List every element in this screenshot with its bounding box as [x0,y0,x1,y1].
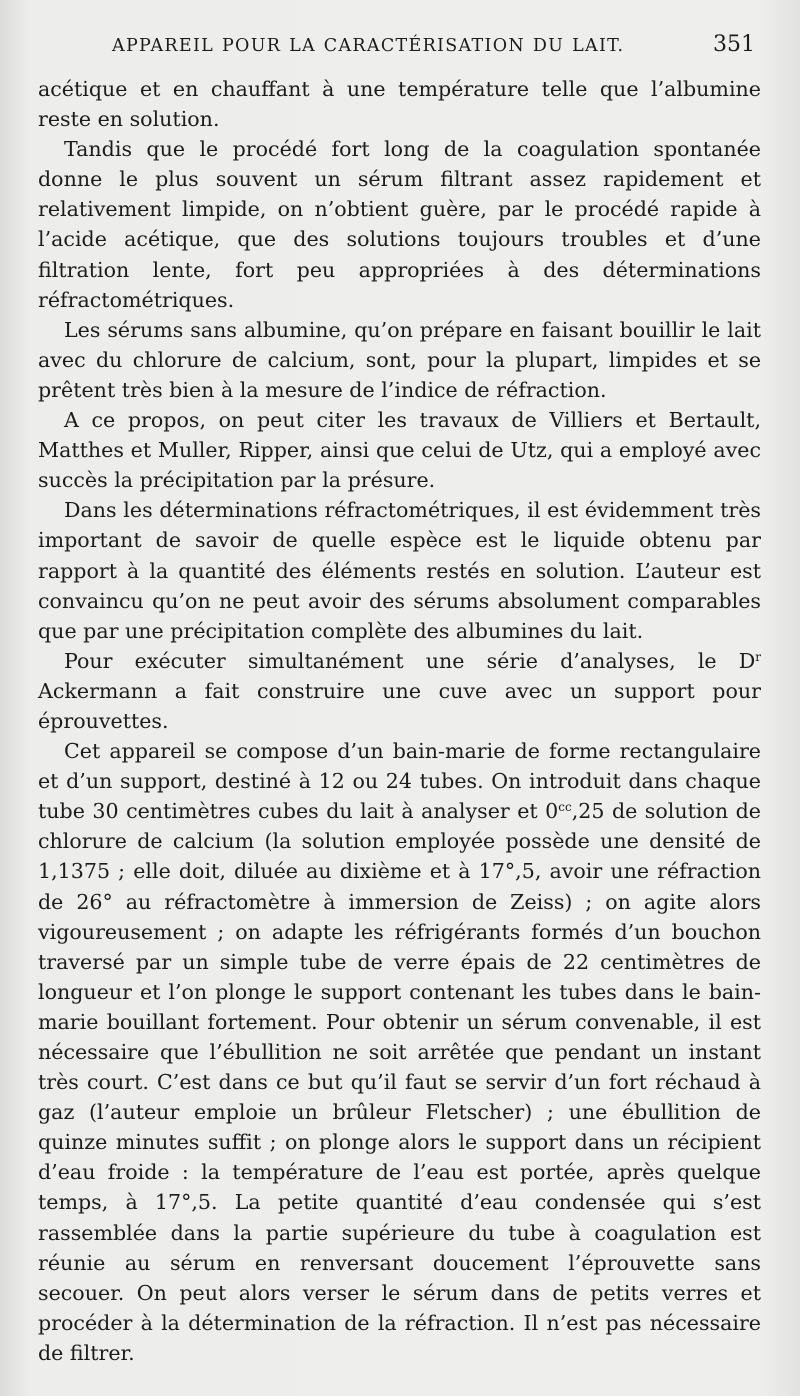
body-text [38,74,761,1368]
running-header [0,32,800,64]
paragraph-3: Les sérums sans albumine, qu’on prépare en faisant bouillir le lait avec du chlorure de calcium, sont, pour la plupart, limpides et se prêtent très bien à la mesure de l’indice de réfraction. [38,317,761,402]
paragraph-7-superscript: cc [558,800,572,815]
paragraph-2: Tandis que le procédé fort long de la coagulation spontanée donne le plus souvent un sérum filtrant assez rapidement et relativement limpide, on n’obtient guère, par le procédé rapide à l’acide acétique, que des solutions toujours troubles et d’une filtration lente, fort peu appropriées à des déterminations réfractométriques. [38,137,761,312]
paragraph-7-text-before: Cet appareil se compose d’un bain-marie de forme rectangulaire et d’un support, destiné à 12 ou 24 tubes. On introduit dans chaque tube 30 centimètres cubes du lait à analyser et 0 [38,739,761,824]
page-number: 351 [713,32,755,57]
paragraph-5: Dans les déterminations réfractométriques, il est évidemment très important de savoir de quelle espèce est le liquide obtenu par rapport à la quantité des éléments restés en solution. L’auteur est convaincu qu’on ne peut avoir des sérums absolument comparables que par une précipitation complète des albumines du lait. [38,498,761,643]
paragraph-6 [38,646,761,736]
paragraph-7-text-after: ,25 de solution de chlorure de calcium (la solution employée possède une densité de 1,1375 ; elle doit, diluée au dixième et à 17°,5, avoir une réfraction de 26° au réfractomètre à immersion de Zeiss) ; on agite alors vigoureusement ; on adapte les réfrigérants formés d’un bouchon traversé par un simple tube de verre épais de 22 centimètres de longueur et l’on plonge le support contenant les tubes dans le bain-marie bouillant fortement. Pour obtenir un sérum convenable, il est nécessaire que l’ébullition ne soit arrêtée que pendant un instant très court. C’est dans ce but qu’il faut se servir d’un fort réchaud à gaz (l’auteur emploie un brûleur Fletscher) ; une ébullition de quinze minutes suffit ; on plonge alors le support dans un récipient d’eau froide : la température de l’eau est portée, après quelque temps, à 17°,5. La petite quantité d’eau condensée qui s’est rassemblée dans la partie supérieure du tube à coagulation est réunie au sérum en renversant doucement l’éprouvette sans secouer. On peut alors verser le sérum dans de petits verres et procéder à la détermination de la réfraction. Il n’est pas nécessaire de filtrer. [38,799,761,1365]
paragraph-1: acétique et en chauffant à une température telle que l’albumine reste en solution. [38,77,761,132]
header-title: APPAREIL POUR LA CARACTÉRISATION DU LAIT. [112,36,625,56]
paragraph-6-text-before: Pour exécuter simultanément une série d’analyses, le D [64,648,756,673]
paragraph-4: A ce propos, on peut citer les travaux de Villiers et Bertault, Matthes et Muller, Ripper, ainsi que celui de Utz, qui a employé avec succès la précipitation par la présure. [38,408,761,493]
paragraph-6-superscript: r [755,649,761,664]
paragraph-7 [38,736,761,1368]
paragraph-6-text-after: Ackermann a fait construire une cuve avec un support pour éprouvettes. [38,678,761,733]
